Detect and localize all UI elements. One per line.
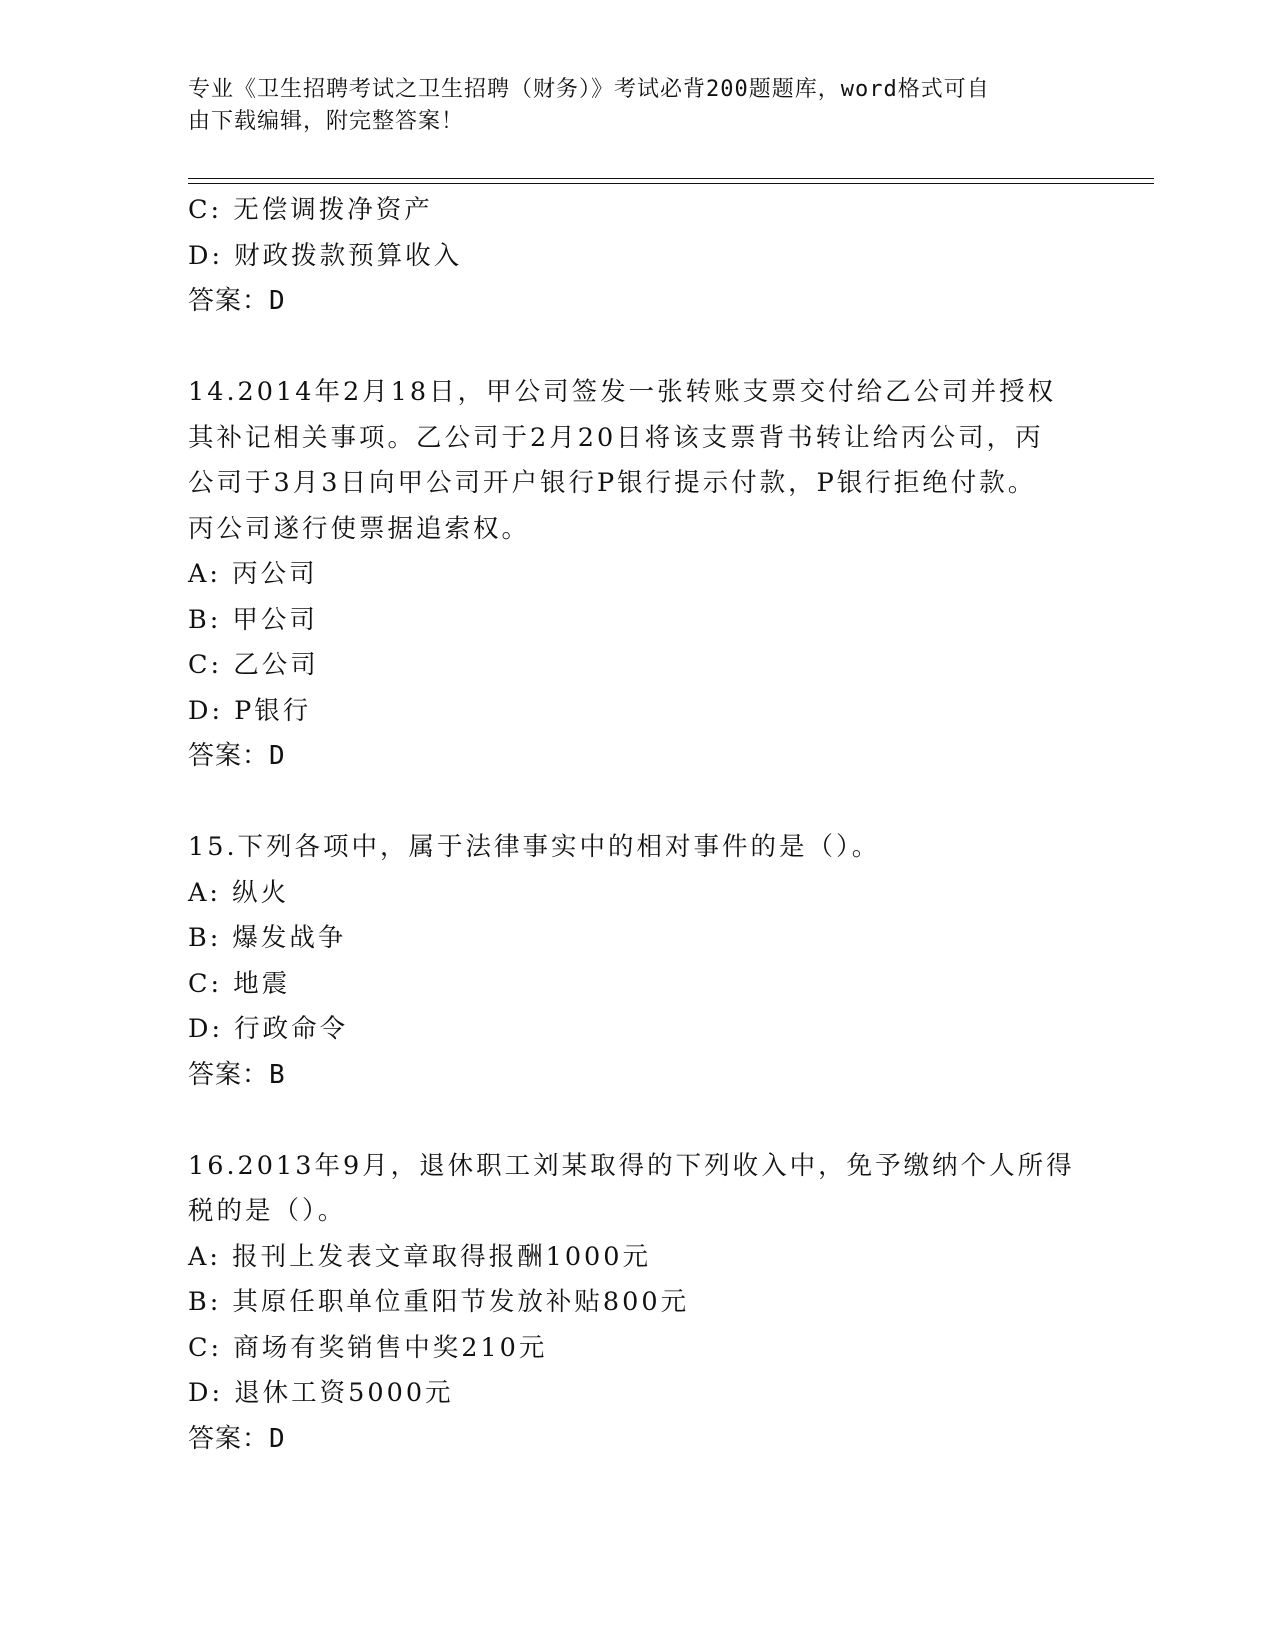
answer-line: 答案：D [188, 1423, 286, 1454]
question-stem-line: 丙公司遂行使票据追索权。 [188, 513, 531, 544]
header-line-2: 由下载编辑，附完整答案！ [188, 109, 465, 134]
option-d: D: 行政命令 [188, 1014, 349, 1044]
option-c: C: 无偿调拨净资产 [188, 195, 433, 225]
option-c: C: 乙公司 [188, 650, 319, 680]
option-a: A: 纵火 [188, 877, 290, 908]
question-stem-line: 16.2013年9月，退休职工刘某取得的下列收入中，免予缴纳个人所得 [188, 1150, 1075, 1181]
question-stem-line: 其补记相关事项。乙公司于2月20日将该支票背书转让给丙公司，丙 [188, 422, 1044, 453]
option-b: B: 爆发战争 [188, 923, 347, 953]
spacer [188, 325, 1088, 371]
question-15 [188, 825, 1088, 1098]
option-d: D: 退休工资5000元 [188, 1378, 454, 1408]
option-c: C: 商场有奖销售中奖210元 [188, 1332, 548, 1363]
header-line-1: 专业《卫生招聘考试之卫生招聘（财务）》考试必背200题题库，word格式可自 [188, 77, 990, 102]
spacer [188, 1098, 1088, 1144]
answer-line: 答案：B [188, 1059, 286, 1090]
option-a: A: 报刊上发表文章取得报酬1000元 [188, 1241, 652, 1272]
option-c: C: 地震 [188, 968, 291, 999]
option-d: D: 财政拨款预算收入 [188, 240, 463, 271]
option-b: B: 其原任职单位重阳节发放补贴800元 [188, 1287, 690, 1317]
option-a: A: 丙公司 [188, 559, 318, 589]
question-stem-line: 15.下列各项中，属于法律事实中的相对事件的是（）。 [188, 832, 881, 862]
document-header [188, 74, 1088, 138]
header-rule-top [188, 178, 1154, 179]
question-stem-line: 14.2014年2月18日，甲公司签发一张转账支票交付给乙公司并授权 [188, 377, 1057, 407]
question-14 [188, 370, 1088, 780]
header-rule-bottom [188, 183, 1154, 184]
option-b: B: 甲公司 [188, 604, 318, 635]
answer-line: 答案：D [188, 286, 286, 316]
option-d: D: P银行 [188, 695, 312, 726]
question-stem-line: 税的是（）。 [188, 1196, 347, 1226]
question-13-tail [188, 188, 1088, 325]
document-body [188, 188, 1088, 1462]
spacer [188, 780, 1088, 826]
question-stem-line: 公司于3月3日向甲公司开户银行P银行提示付款，P银行拒绝付款。 [188, 468, 1037, 498]
question-16 [188, 1144, 1088, 1463]
answer-line: 答案：D [188, 741, 286, 771]
